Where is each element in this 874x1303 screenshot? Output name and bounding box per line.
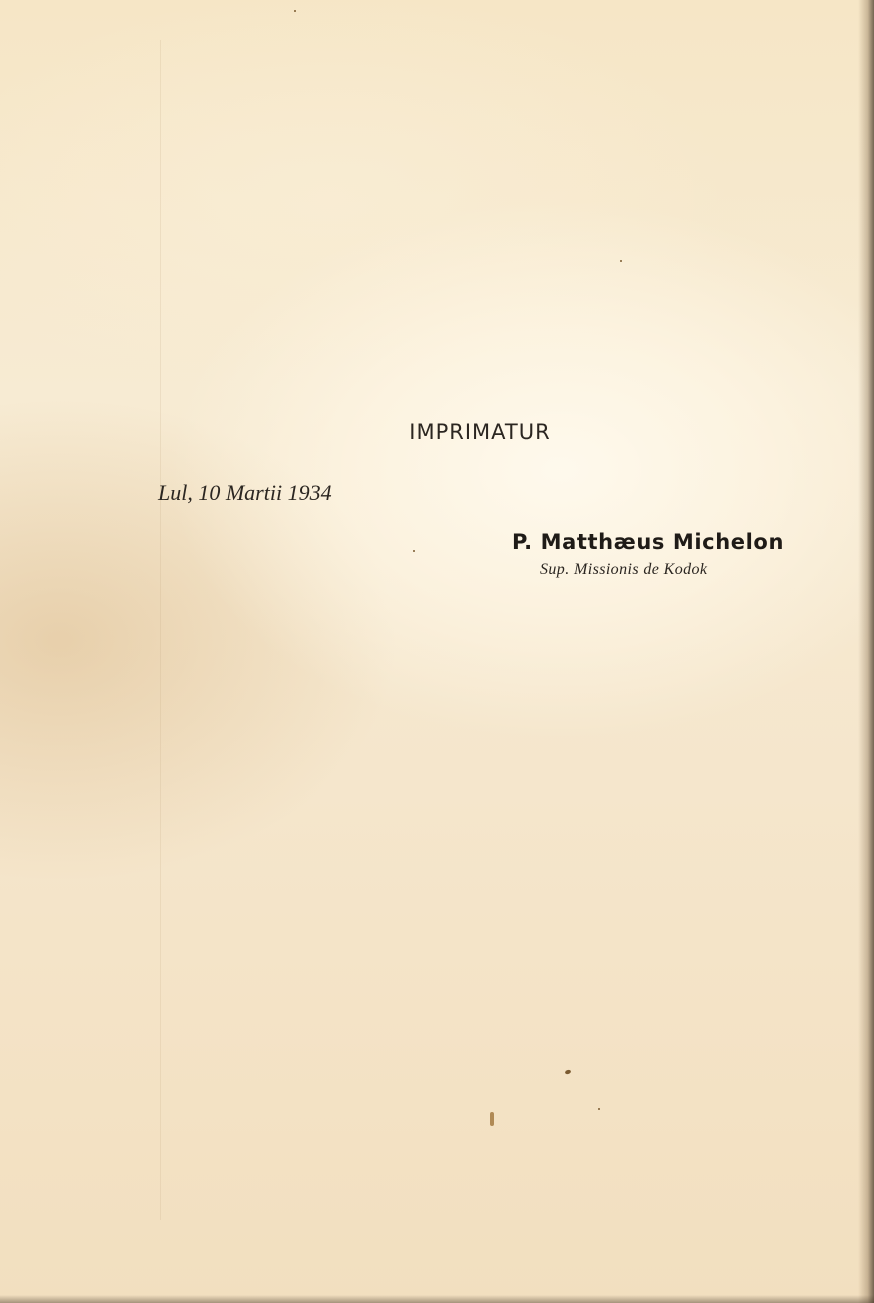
paper-speck	[620, 260, 622, 262]
page-right-edge	[858, 0, 874, 1303]
page-bottom-edge	[0, 1295, 874, 1303]
imprimatur-heading: IMPRIMATUR	[409, 420, 551, 444]
place-and-date: Lul, 10 Martii 1934	[158, 480, 332, 505]
paper-speck	[490, 1112, 494, 1126]
page-crease	[160, 40, 161, 1220]
paper-speck	[598, 1108, 600, 1110]
paper-speck	[564, 1069, 571, 1075]
paper-speck	[413, 550, 415, 552]
signer-title: Sup. Missionis de Kodok	[540, 561, 708, 578]
paper-speck	[294, 10, 296, 12]
signer-name: P. Matthæus Michelon	[512, 530, 784, 554]
